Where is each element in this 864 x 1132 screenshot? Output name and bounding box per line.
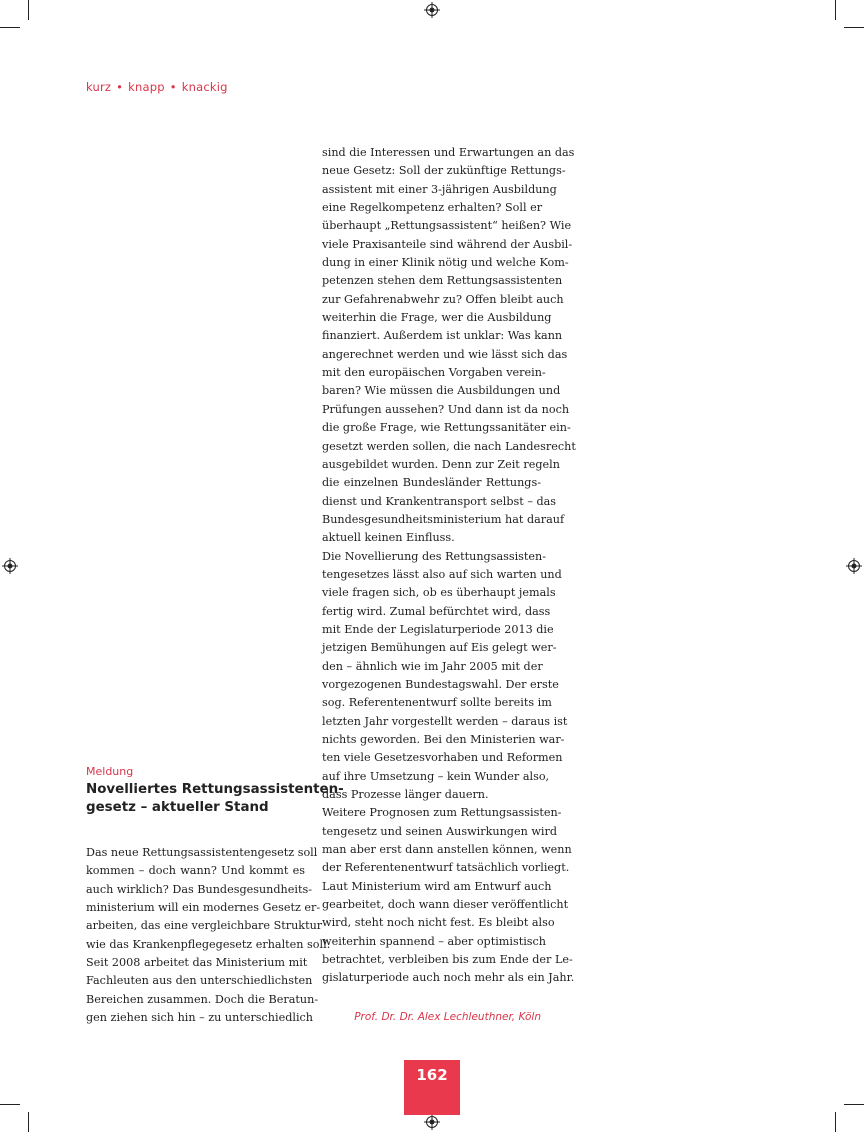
text-line: tengesetz und seinen Auswirkungen wird [322, 824, 557, 838]
article-title-line: Novelliertes Rettungsassistenten- [86, 782, 344, 797]
text-line: der Referentenentwurf tatsächlich vorliegt. [322, 861, 570, 875]
text-line: gearbeitet, doch wann dieser veröffentlicht [322, 898, 569, 912]
text-line: Das neue Rettungsassistentengesetz soll [86, 846, 318, 859]
header-separator: • [116, 80, 124, 94]
running-header [86, 80, 228, 94]
text-line: fertig wird. Zumal befürchtet wird, dass [322, 604, 551, 618]
registration-mark-left [2, 558, 18, 574]
text-line: petenzen stehen dem Rettungsassistenten [322, 274, 563, 288]
text-line: eine Regelkompetenz erhalten? Soll er [322, 201, 543, 215]
text-line: Seit 2008 arbeitet das Ministerium mit [86, 956, 308, 970]
text-line: baren? Wie müssen die Ausbildungen und [322, 384, 561, 398]
text-line: kommen – doch wann? Und kommt es [86, 864, 305, 878]
page-number: 162 [404, 1060, 460, 1115]
text-line: mit den europäischen Vorgaben verein- [322, 366, 546, 380]
text-line: Bundesgesundheitsministerium hat darauf [322, 512, 565, 526]
text-line: ausgebildet wurden. Denn zur Zeit regeln [322, 457, 560, 471]
article-title [86, 781, 344, 817]
registration-mark-top [424, 2, 440, 18]
crop-mark-bottom-right-h [844, 1104, 864, 1105]
text-line: nichts geworden. Bei den Ministerien war- [322, 733, 565, 746]
text-line: dass Prozesse länger dauern. [322, 788, 489, 802]
text-line: wie das Krankenpflegegesetz erhalten soll. [86, 937, 331, 951]
text-line: den – ähnlich wie im Jahr 2005 mit der [322, 659, 543, 673]
text-line: sind die Interessen und Erwartungen an das [322, 146, 575, 159]
text-line: gislaturperiode auch noch mehr als ein Jahr. [322, 971, 575, 985]
text-line: man aber erst dann anstellen können, wenn [322, 843, 572, 857]
text-line: die einzelnen Bundesländer Rettungs- [322, 476, 541, 490]
text-line: wird, steht noch nicht fest. Es bleibt also [322, 916, 555, 930]
text-line: angerechnet werden und wie lässt sich das [322, 347, 568, 361]
text-line: Die Novellierung des Rettungsassisten- [322, 549, 547, 563]
text-line: dienst und Krankentransport selbst – das [322, 494, 557, 508]
crop-mark-top-right [835, 0, 836, 20]
text-line: gesetzt werden sollen, die nach Landesrecht [322, 439, 576, 453]
crop-mark-bottom-left [28, 1112, 29, 1132]
text-line: Bereichen zusammen. Doch die Beratun- [86, 992, 319, 1006]
text-line: viele fragen sich, ob es überhaupt jemals [322, 586, 556, 600]
text-line: Laut Ministerium wird am Entwurf auch [322, 879, 552, 893]
text-line: jetzigen Bemühungen auf Eis gelegt wer- [322, 641, 557, 655]
text-line: arbeiten, das eine vergleichbare Struktur [86, 919, 323, 933]
text-line: zur Gefahrenabwehr zu? Offen bleibt auch [322, 292, 564, 306]
text-line: auf ihre Umsetzung – kein Wunder also, [322, 769, 550, 783]
crop-mark-bottom-left-h [0, 1104, 20, 1105]
article-body-right-column [322, 144, 576, 988]
text-line: überhaupt „Rettungsassistent“ heißen? Wie [322, 219, 572, 233]
text-line: dung in einer Klinik nötig und welche Kom- [322, 256, 569, 270]
header-item-knackig: knackig [181, 80, 228, 94]
article-title-line: gesetz – aktueller Stand [86, 800, 269, 815]
registration-mark-bottom [424, 1114, 440, 1130]
crop-mark-top-left-h [0, 27, 20, 28]
text-line: auch wirklich? Das Bundesgesundheits- [86, 882, 312, 896]
text-line: betrachtet, verbleiben bis zum Ende der Le- [322, 953, 573, 967]
text-line: die große Frage, wie Rettungssanitäter ein- [322, 421, 571, 435]
text-line: mit Ende der Legislaturperiode 2013 die [322, 622, 554, 636]
article-author: Prof. Dr. Dr. Alex Lechleuthner, Köln [354, 1011, 541, 1023]
header-separator: • [169, 80, 177, 94]
text-line: gen ziehen sich hin – zu unterschiedlich [86, 1011, 313, 1025]
article-kicker: Meldung [86, 765, 134, 778]
crop-mark-top-right-h [844, 27, 864, 28]
crop-mark-bottom-right [835, 1112, 836, 1132]
crop-mark-top-left [28, 0, 29, 20]
text-line: aktuell keinen Einfluss. [322, 531, 455, 545]
text-line: assistent mit einer 3-jährigen Ausbildung [322, 182, 557, 196]
text-line: sog. Referentenentwurf sollte bereits im [322, 696, 552, 710]
registration-mark-right [846, 558, 862, 574]
article-body-left-column [86, 844, 331, 1027]
text-line: vorgezogenen Bundestagswahl. Der erste [322, 677, 559, 691]
text-line: weiterhin die Frage, wer die Ausbildung [322, 311, 552, 325]
text-line: neue Gesetz: Soll der zukünftige Rettungs- [322, 164, 566, 178]
header-item-knapp: knapp [128, 80, 165, 94]
text-line: viele Praxisanteile sind während der Ausbil- [322, 237, 573, 251]
text-line: ministerium will ein modernes Gesetz er- [86, 901, 321, 915]
text-line: weiterhin spannend – aber optimistisch [322, 934, 547, 948]
text-line: Prüfungen aussehen? Und dann ist da noch [322, 402, 570, 416]
text-line: ten viele Gesetzesvorhaben und Reformen [322, 751, 563, 765]
header-item-kurz: kurz [86, 80, 112, 94]
text-line: finanziert. Außerdem ist unklar: Was kann [322, 329, 563, 343]
text-line: tengesetzes lässt also auf sich warten und [322, 567, 562, 581]
text-line: Fachleuten aus den unterschiedlichsten [86, 974, 313, 988]
text-line: letzten Jahr vorgestellt werden – daraus ist [322, 714, 568, 728]
text-line: Weitere Prognosen zum Rettungsassisten- [322, 806, 562, 820]
